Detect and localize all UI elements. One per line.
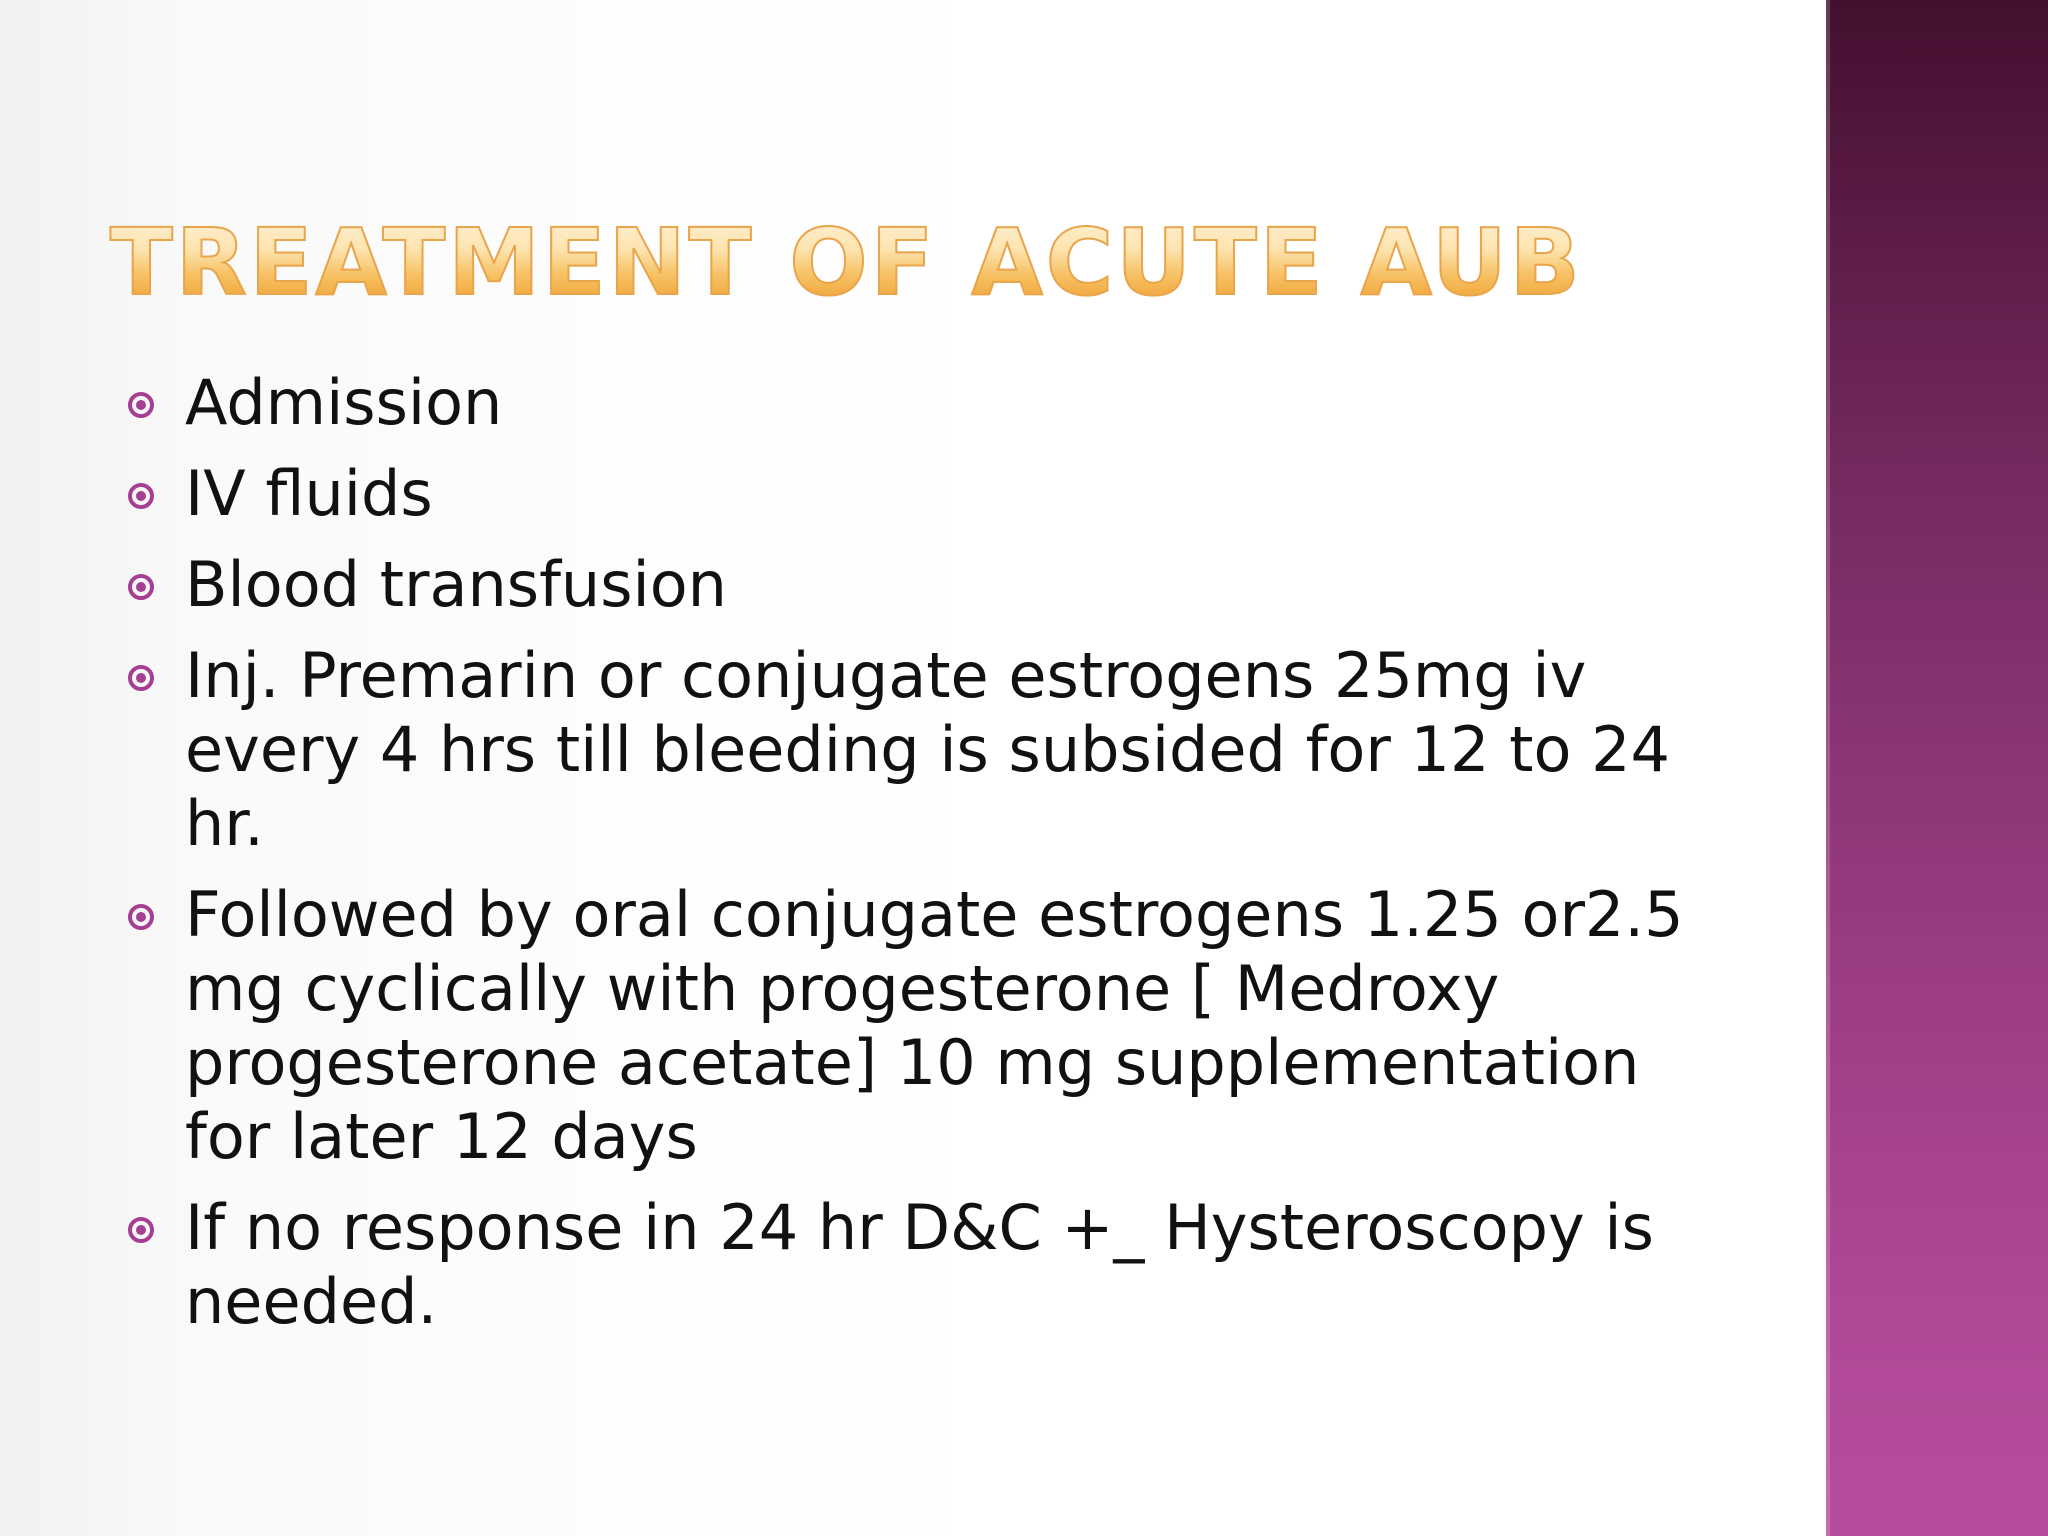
bullet-text: Followed by oral conjugate estrogens 1.25 or2.5 mg cyclically with progesterone [ Medroxy progesterone acetate] 10 mg supplementation for later 12 days: [185, 878, 1684, 1173]
circled-dot-bullet-icon: [128, 665, 154, 691]
bullet-text: Inj. Premarin or conjugate estrogens 25mg iv every 4 hrs till bleeding is subsided for 12 to 24 hr.: [185, 639, 1671, 860]
bullet-list: [124, 366, 1704, 1356]
bullet-text: IV fluids: [185, 457, 433, 530]
bullet-item: [124, 639, 1704, 861]
circled-dot-bullet-icon: [128, 392, 154, 418]
bullet-item: [124, 457, 1704, 531]
bullet-item: [124, 878, 1704, 1174]
bullet-text: Admission: [185, 366, 503, 439]
circled-dot-bullet-icon: [128, 574, 154, 600]
bullet-text: Blood transfusion: [185, 548, 727, 621]
circled-dot-bullet-icon: [128, 483, 154, 509]
side-band-edge: [1826, 0, 1830, 1536]
bullet-item: [124, 548, 1704, 622]
bullet-text: If no response in 24 hr D&C +_ Hysteroscopy is needed.: [185, 1191, 1654, 1338]
slide-title: TREATMENT OF ACUTE AUB: [110, 208, 1760, 318]
circled-dot-bullet-icon: [128, 1217, 154, 1243]
bullet-item: [124, 366, 1704, 440]
circled-dot-bullet-icon: [128, 904, 154, 930]
bullet-item: [124, 1191, 1704, 1339]
decorative-side-band: [1826, 0, 2048, 1536]
